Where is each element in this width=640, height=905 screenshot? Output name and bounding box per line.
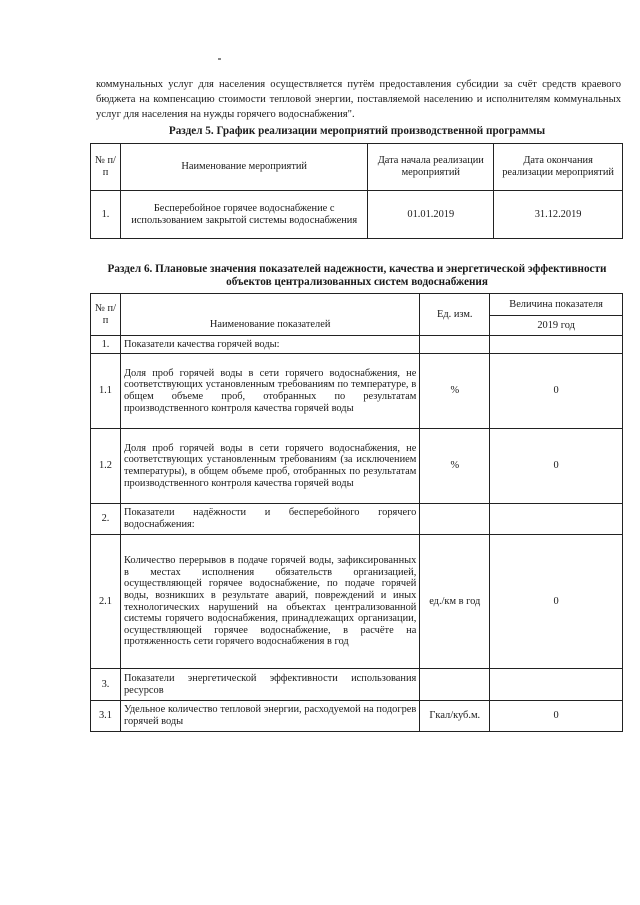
- table-row: [91, 354, 623, 429]
- row-name: Удельное количество тепловой энергии, расходуемой на подогрев горячей воды: [120, 701, 419, 732]
- row-num: 2.: [91, 504, 121, 535]
- row-name: Бесперебойное горячее водоснабжение с использованием закрытой системы водоснабжения: [120, 191, 367, 239]
- section-6-title: Раздел 6. Плановые значения показателей надежности, качества и энергетической эффективности объектов централизованных систем водоснабжения: [107, 263, 607, 288]
- row-name: Показатели качества горячей воды:: [120, 336, 419, 354]
- row-value: [490, 504, 623, 535]
- header-end-date: Дата окончания реализации мероприятий: [494, 144, 623, 191]
- header-name: Наименование мероприятий: [120, 144, 367, 191]
- header-num: № п/п: [91, 144, 121, 191]
- row-value: [490, 669, 623, 701]
- row-num: 2.1: [91, 535, 121, 669]
- row-value: 0: [490, 429, 623, 504]
- row-end-date: 31.12.2019: [494, 191, 623, 239]
- header-unit: Ед. изм.: [420, 294, 490, 336]
- section-5-table: [90, 143, 623, 239]
- header-name: Наименование показателей: [120, 294, 419, 336]
- row-unit: %: [420, 354, 490, 429]
- row-value: 0: [490, 701, 623, 732]
- row-value: 0: [490, 354, 623, 429]
- row-unit: [420, 504, 490, 535]
- table-row: [91, 336, 623, 354]
- table-row: [91, 429, 623, 504]
- intro-paragraph: коммунальных услуг для населения осуществляется путём предоставления субсидии за счёт средств краевого бюджета на компенсацию стоимости тепловой энергии, поставляемой населению и исполнителям коммунальных услуг для населения на нужды горячего водоснабжения".: [96, 78, 621, 120]
- header-start-date: Дата начала реализации мероприятий: [368, 144, 494, 191]
- table-header-row: [91, 294, 623, 316]
- header-value: Величина показателя: [490, 294, 623, 316]
- row-unit: Гкал/куб.м.: [420, 701, 490, 732]
- row-name: Доля проб горячей воды в сети горячего водоснабжения, не соответствующих установленным требованиям (за исключением температуры), в общем объеме проб, отобранных по результатам производственного контроля качества горячей воды: [120, 429, 419, 504]
- row-name: Показатели энергетической эффективности использования ресурсов: [120, 669, 419, 701]
- header-num: № п/п: [91, 294, 121, 336]
- row-unit: %: [420, 429, 490, 504]
- row-value: [490, 336, 623, 354]
- row-num: 1.: [91, 191, 121, 239]
- header-year: 2019 год: [490, 316, 623, 336]
- table-row: [91, 504, 623, 535]
- row-value: 0: [490, 535, 623, 669]
- table-row: [91, 669, 623, 701]
- row-unit: [420, 669, 490, 701]
- row-unit: [420, 336, 490, 354]
- row-num: 1.2: [91, 429, 121, 504]
- row-name: Количество перерывов в подаче горячей воды, зафиксированных в местах исполнения обязательств организацией, осуществляющей горячее водоснабжение, по подаче горячей воды, возникших в результате аварий, повреждений и иных технологических нарушений на объектах централизованной системы горячего водоснабжения, принадлежащих организации, осуществляющей горячее водоснабжение, в расчёте на протяженность сети горячего водоснабжения в год: [120, 535, 419, 669]
- table-header-row: [91, 144, 623, 191]
- table-row: [91, 701, 623, 732]
- table-row: [91, 191, 623, 239]
- row-start-date: 01.01.2019: [368, 191, 494, 239]
- row-num: 1.: [91, 336, 121, 354]
- section-6-table: [90, 293, 623, 732]
- row-name: Доля проб горячей воды в сети горячего водоснабжения, не соответствующих установленным требованиям по температуре, в общем объеме проб, отобранных по результатам производственного контроля качества горячей воды: [120, 354, 419, 429]
- row-name: Показатели надёжности и бесперебойного горячего водоснабжения:: [120, 504, 419, 535]
- table-row: [91, 535, 623, 669]
- row-unit: ед./км в год: [420, 535, 490, 669]
- row-num: 3.: [91, 669, 121, 701]
- section-5-title: Раздел 5. График реализации мероприятий производственной программы: [168, 125, 546, 137]
- row-num: 3.1: [91, 701, 121, 732]
- row-num: 1.1: [91, 354, 121, 429]
- scan-speck: [218, 58, 221, 60]
